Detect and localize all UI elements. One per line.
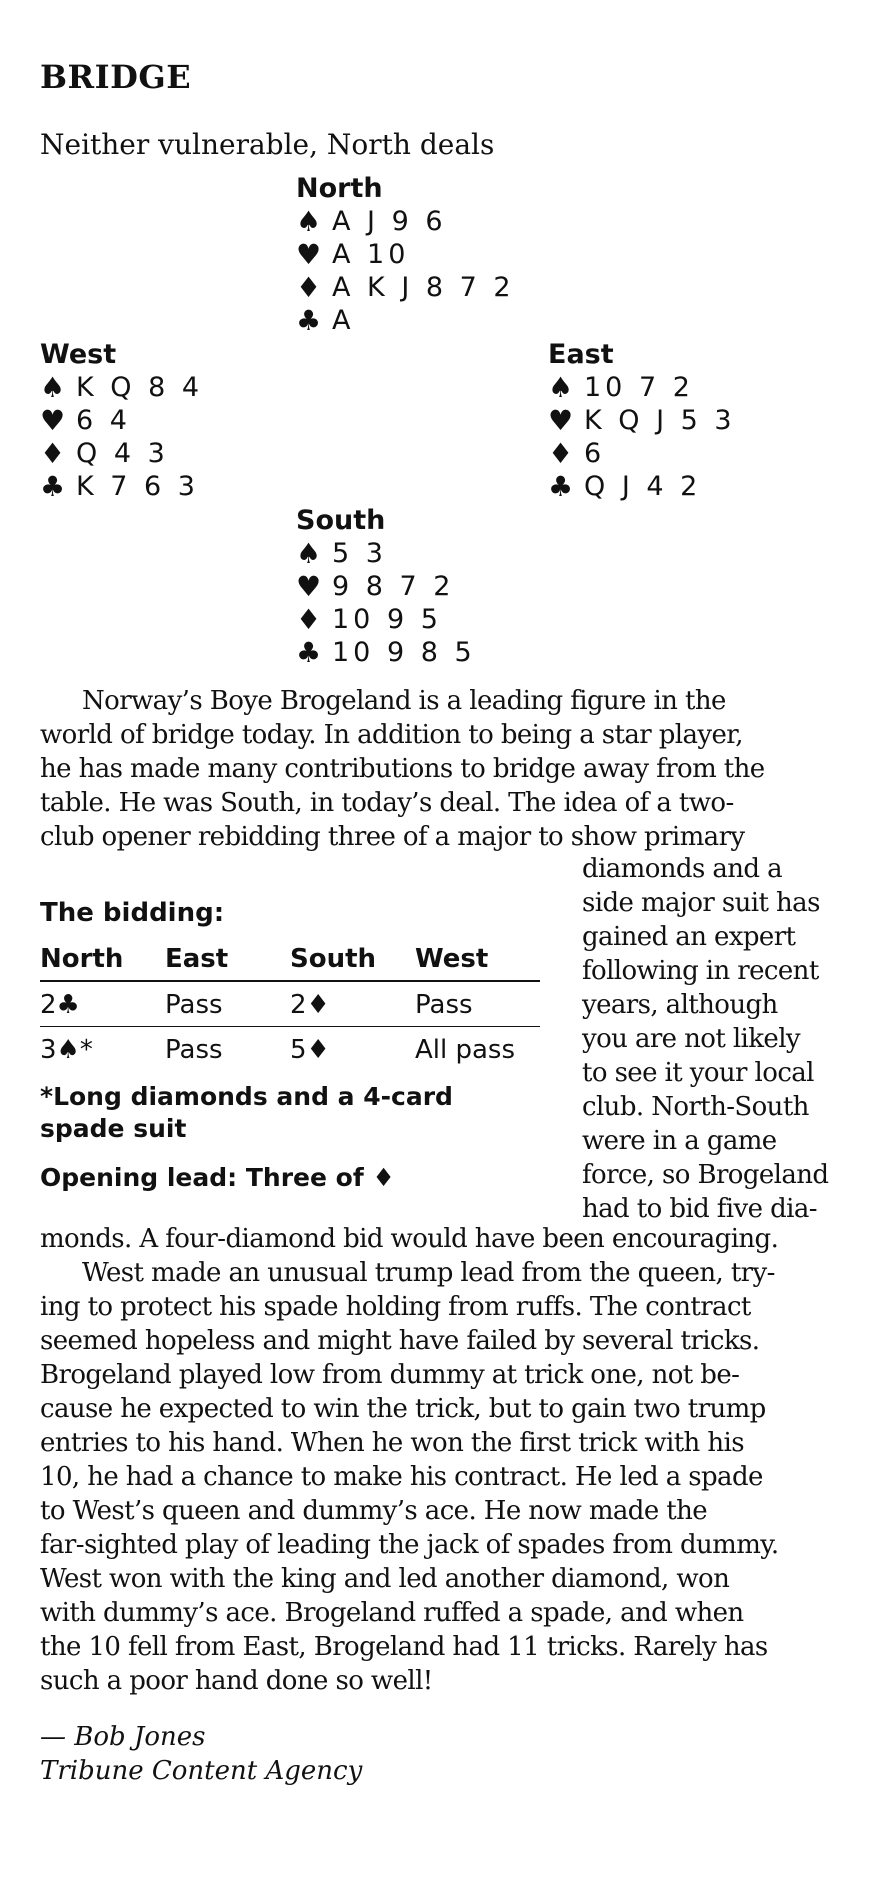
hand-row-hearts: ♥ 9 8 7 2 <box>296 570 455 603</box>
hand-east <box>548 338 736 503</box>
bid-cell: 5♦ <box>290 1035 330 1065</box>
bid-cell: 2♦ <box>290 981 415 1027</box>
article-paragraph-2 <box>40 1256 779 1698</box>
article-line: to see it your local <box>582 1058 814 1088</box>
bid-cell: 2♣ <box>40 981 165 1027</box>
bidding-footnote: *Long diamonds and a 4-card spade suit <box>40 1082 453 1143</box>
article-line: with dummy’s ace. Brogeland ruffed a spade, and when <box>40 1598 744 1628</box>
hand-row-spades: ♠ A J 9 6 <box>296 205 447 238</box>
bidding-row <box>40 981 540 1027</box>
bidding-header-row <box>40 944 540 981</box>
hand-row-spades: ♠ 5 3 <box>296 537 387 570</box>
article-line: monds. A four-diamond bid would have been encouraging. <box>40 1224 779 1254</box>
article-line: had to bid five dia- <box>582 1194 817 1224</box>
byline <box>40 1720 362 1788</box>
article-line: gained an expert <box>582 922 796 952</box>
article-side-column <box>582 852 828 1226</box>
hand-name: South <box>296 505 386 536</box>
article-line: such a poor hand done so well! <box>40 1666 433 1696</box>
hand-row-diamonds: ♦ A K J 8 7 2 <box>296 271 515 304</box>
article-line: he has made many contributions to bridge away from the <box>40 754 765 784</box>
hand-row-diamonds: ♦ 6 <box>548 437 606 470</box>
heart-icon: ♥ <box>296 570 322 603</box>
club-icon: ♣ <box>296 304 322 337</box>
opening-lead: Opening lead: Three of ♦ <box>40 1163 395 1192</box>
hand-row-clubs: ♣ A <box>296 304 355 337</box>
hand-name: North <box>296 173 383 204</box>
bidding-title: The bidding: <box>40 898 225 928</box>
hand-south <box>296 504 476 669</box>
bid-cell: Pass <box>165 1035 223 1065</box>
hand-row-hearts: ♥ K Q J 5 3 <box>548 404 736 437</box>
diamond-icon: ♦ <box>548 437 574 470</box>
article-line: years, although <box>582 990 778 1020</box>
article-line: seemed hopeless and might have failed by several tricks. <box>40 1326 760 1356</box>
article-line: to West’s queen and dummy’s ace. He now made the <box>40 1496 708 1526</box>
hand-row-clubs: ♣ K 7 6 3 <box>40 470 199 503</box>
diamond-icon: ♦ <box>40 437 66 470</box>
spade-icon: ♠ <box>296 205 322 238</box>
spade-icon: ♠ <box>296 537 322 570</box>
heart-icon: ♥ <box>296 238 322 271</box>
article-line: West made an unusual trump lead from the queen, try- <box>82 1258 775 1288</box>
hand-west <box>40 338 203 503</box>
club-icon: ♣ <box>296 636 322 669</box>
bidding-header-east: East <box>165 944 290 981</box>
hand-row-hearts: ♥ A 10 <box>296 238 410 271</box>
spade-icon: ♠ <box>548 371 574 404</box>
article-line: force, so Brogeland <box>582 1160 829 1190</box>
diamond-icon: ♦ <box>296 271 322 304</box>
hand-row-clubs: ♣ Q J 4 2 <box>548 470 702 503</box>
byline-author: — Bob Jones <box>40 1722 206 1752</box>
club-icon: ♣ <box>40 470 66 503</box>
bidding-header-west: West <box>415 944 540 981</box>
article-line: ing to protect his spade holding from ruffs. The contract <box>40 1292 751 1322</box>
article-paragraph-1 <box>40 684 765 854</box>
article-line: following in recent <box>582 956 819 986</box>
hand-row-clubs: ♣ 10 9 8 5 <box>296 636 476 669</box>
bid-cell: Pass <box>415 981 540 1027</box>
bidding-table <box>40 944 540 1071</box>
article-line: side major suit has <box>582 888 820 918</box>
article-line: were in a game <box>582 1126 777 1156</box>
article-line: cause he expected to win the trick, but to gain two trump <box>40 1394 766 1424</box>
hand-row-spades: ♠ 10 7 2 <box>548 371 694 404</box>
article-line: 10, he had a chance to make his contract. He led a spade <box>40 1462 763 1492</box>
hand-north <box>296 172 515 337</box>
heart-icon: ♥ <box>40 404 66 437</box>
vulnerability-line: Neither vulnerable, North deals <box>40 128 495 161</box>
article-line: West won with the king and led another diamond, won <box>40 1564 730 1594</box>
bidding-header-south: South <box>290 944 415 981</box>
article-line: club opener rebidding three of a major to show primary <box>40 822 745 852</box>
bidding-box <box>40 898 540 1192</box>
article-paragraph-1-end <box>40 1222 778 1256</box>
hand-row-hearts: ♥ 6 4 <box>40 404 131 437</box>
article-line: world of bridge today. In addition to being a star player, <box>40 720 743 750</box>
article-line: Norway’s Boye Brogeland is a leading figure in the <box>82 686 726 716</box>
article-line: entries to his hand. When he won the first trick with his <box>40 1428 744 1458</box>
article-line: far-sighted play of leading the jack of spades from dummy. <box>40 1530 779 1560</box>
hand-name: East <box>548 339 614 370</box>
article-line: club. North-South <box>582 1092 809 1122</box>
article-line: table. He was South, in today’s deal. The idea of a two- <box>40 788 734 818</box>
column-title: BRIDGE <box>40 58 192 96</box>
bidding-header-north: North <box>40 944 165 981</box>
diamond-icon: ♦ <box>296 603 322 636</box>
bid-cell: 3♠* <box>40 1035 93 1065</box>
article-line: you are not likely <box>582 1024 801 1054</box>
bid-cell: Pass <box>165 981 290 1027</box>
hand-row-diamonds: ♦ Q 4 3 <box>40 437 169 470</box>
bid-cell: All pass <box>415 1035 516 1065</box>
article-line: Brogeland played low from dummy at trick one, not be- <box>40 1360 740 1390</box>
byline-agency: Tribune Content Agency <box>40 1756 363 1786</box>
hand-row-spades: ♠ K Q 8 4 <box>40 371 204 404</box>
hand-name: West <box>40 339 117 370</box>
heart-icon: ♥ <box>548 404 574 437</box>
article-line: the 10 fell from East, Brogeland had 11 tricks. Rarely has <box>40 1632 768 1662</box>
hand-row-diamonds: ♦ 10 9 5 <box>296 603 442 636</box>
spade-icon: ♠ <box>40 371 66 404</box>
article-line: diamonds and a <box>582 854 783 884</box>
club-icon: ♣ <box>548 470 574 503</box>
bidding-row <box>40 1027 540 1072</box>
